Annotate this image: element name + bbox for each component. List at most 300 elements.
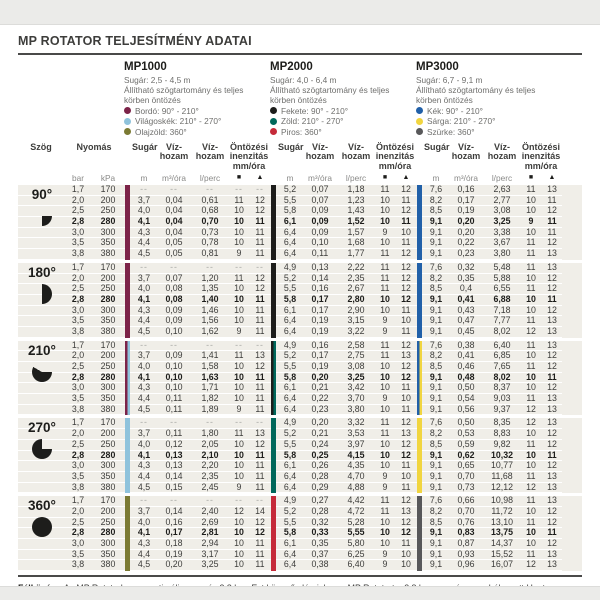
data-cell: 0,17 [311,304,329,315]
data-cell: 0,07 [311,194,329,205]
data-cell: 10 [380,403,390,414]
header-ontozesi-intenzitas: Öntözési inenzitás mm/óra [521,141,561,171]
pressure-kpa-value: 170 [100,417,116,428]
data-cell: 13,75 [490,527,513,538]
data-cell: 0,56 [457,403,475,414]
pressure-bar-value: 2,0 [71,272,85,283]
data-cell: 2,90 [347,304,365,315]
data-cell: 0,19 [311,315,329,326]
data-cell: 0,78 [201,237,219,248]
pressure-kpa-value: 380 [100,481,116,492]
angle-label: 270° [28,420,56,436]
data-cell: 3,38 [493,226,511,237]
data-cell: 12 [526,559,536,570]
data-cell: 6,1 [283,460,297,471]
data-cell: 1,52 [347,216,365,227]
data-cell: 9,1 [429,527,443,538]
pressure-bar-value: 3,5 [71,237,85,248]
data-cell: 0,05 [165,237,183,248]
data-cell: 0,16 [457,184,475,194]
data-cell: 0,14 [165,505,183,516]
data-cell: 0,73 [201,226,219,237]
pressure-bar-value: 2,0 [71,428,85,439]
square-marker-icon: ■ [236,174,242,181]
data-cell: 9,1 [429,403,443,414]
data-cell: 4,5 [137,481,151,492]
data-cell: 10 [380,304,390,315]
data-cell: 5,2 [283,428,297,439]
legend-item [124,116,264,126]
data-cell: 0,4 [459,283,473,294]
pressure-bar-value: 3,5 [71,315,85,326]
data-cell: 0,11 [165,393,183,404]
data-cell: -- [140,261,148,272]
data-cell: 10 [401,559,411,570]
pressure-kpa-value: 300 [100,304,116,315]
angle-group-90 [18,185,582,260]
pressure-kpa-value: 300 [100,226,116,237]
data-cell: 8,83 [493,428,511,439]
data-cell: 8,35 [493,417,511,428]
data-cell: 12 [401,438,411,449]
data-cell: 11 [255,393,265,404]
pressure-kpa-value: 280 [100,371,116,382]
data-cell: 0,25 [311,449,329,460]
data-cell: 12 [401,361,411,371]
data-cell: 6,25 [347,548,365,559]
pressure-kpa-value: 200 [100,505,116,516]
data-cell: 0,38 [457,339,475,350]
legend-item [124,106,264,116]
data-cell: 2,67 [347,283,365,294]
data-cell: 5,5 [283,283,297,294]
pressure-bar-value: 2,5 [71,516,85,527]
pressure-kpa-value: 200 [100,272,116,283]
data-cell: 12 [401,272,411,283]
table-row [18,560,562,571]
data-cell: -- [170,261,178,272]
data-cell: 11 [255,470,265,481]
data-cell: 12 [401,516,411,527]
data-cell: 9 [236,325,242,336]
header-vizhozam: Víz-hozam [451,141,481,161]
data-cell: 13 [547,403,557,414]
pressure-kpa-value: 350 [100,237,116,248]
data-cell: 11 [255,216,265,227]
data-cell: 6,85 [493,350,511,361]
data-cell: 10 [401,315,411,326]
angle-cell [20,499,64,537]
data-cell: 10 [526,304,536,315]
data-cell: -- [140,495,148,506]
data-cell: 7,6 [429,184,443,194]
data-cell: 2,75 [347,350,365,361]
legend-item [416,116,556,126]
data-cell: 11 [526,283,536,294]
data-cell: 9 [528,216,534,227]
data-cell: 4,88 [347,481,365,492]
data-cell: 0,23 [311,403,329,414]
data-cell: 10 [234,371,244,382]
data-cell: 1,57 [347,226,365,237]
pressure-kpa-value: 380 [100,325,116,336]
data-cell: 9 [382,548,388,559]
product-header-spacer [18,61,124,137]
data-cell: 9,1 [429,470,443,481]
gray-dot-icon [416,128,423,135]
data-cell: 4,1 [137,527,151,538]
square-marker-icon: ■ [528,174,534,181]
data-cell: 2,77 [493,194,511,205]
data-cell: 0,45 [457,325,475,336]
data-cell: 12 [547,460,557,471]
legend-label: Sárga: 210° - 270° [427,116,496,126]
data-cell: 0,47 [457,315,475,326]
data-cell: 11 [526,361,536,371]
data-cell: 11 [380,248,390,259]
data-cell: 0,54 [457,393,475,404]
product-radius: Sugár: 2,5 - 4,5 m [124,75,191,85]
data-cell: 5,2 [283,350,297,361]
data-cell: 11 [547,216,557,227]
data-cell: 14 [255,505,265,516]
pressure-bar-value: 3,0 [71,460,85,471]
pressure-kpa-value: 200 [100,428,116,439]
color-bar [125,185,130,260]
pressure-kpa-value: 280 [100,527,116,538]
data-cell: 10 [380,216,390,227]
data-cell: 0,62 [457,449,475,460]
angle-cell [20,421,64,459]
data-cell: 0,28 [311,505,329,516]
data-cell: -- [170,495,178,506]
data-cell: 5,5 [283,194,297,205]
data-cell: 12 [547,272,557,283]
header-ontozesi-intenzitas: Öntözési inenzitás mm/óra [375,141,415,171]
pressure-kpa-value: 300 [100,538,116,548]
data-cell: 0,10 [311,237,329,248]
data-cell: 12,12 [490,481,513,492]
data-cell: 0,20 [457,216,475,227]
data-cell: 11 [547,527,557,538]
triangle-marker-icon: ▲ [402,174,410,181]
column-header-row [18,143,562,172]
data-cell: 11 [234,272,244,283]
green-dot-icon [270,118,277,125]
page-title: MP ROTATOR TELJESÍTMÉNY ADATAI [18,34,252,48]
column-units-row [18,173,562,183]
data-cell: 11 [234,194,244,205]
data-cell: 3,17 [201,548,219,559]
color-bar [125,496,130,571]
data-cell: 10,32 [490,449,513,460]
pressure-kpa-value: 170 [100,261,116,272]
unit-l-perc: l/perc [199,173,221,183]
data-cell: 0,70 [457,505,475,516]
data-cell: 4,1 [137,371,151,382]
data-cell: 10 [526,538,536,548]
data-cell: 12 [526,403,536,414]
data-cell: 0,35 [311,538,329,548]
data-cell: 1,77 [347,248,365,259]
data-cell: 6,4 [283,559,297,570]
data-cell: 0,07 [311,184,329,194]
data-cell: 7,77 [493,315,511,326]
data-cell: 0,16 [311,339,329,350]
angle-sector-270-icon [32,439,52,459]
data-cell: 9,1 [429,449,443,460]
data-cell: 10 [234,382,244,393]
angle-group-180 [18,263,582,338]
data-cell: 10 [234,315,244,326]
data-cell: 10 [380,371,390,382]
data-cell: 3,7 [137,350,151,361]
data-cell: 11 [526,237,536,248]
product-description: Állítható szögtartomány és teljes körben öntözés [124,85,244,105]
data-cell: 10 [234,559,244,570]
data-cell: 1,58 [201,361,219,371]
data-cell: 6,40 [347,559,365,570]
data-cell: 3,32 [347,417,365,428]
data-cell: 7,6 [429,495,443,506]
data-cell: 13 [547,248,557,259]
data-cell: 15,52 [490,548,513,559]
data-cell: 11 [255,293,265,304]
table-row [18,295,562,306]
data-cell: 12 [401,261,411,272]
data-cell: 0,20 [311,371,329,382]
data-cell: 0,04 [165,226,183,237]
data-cell: 1,82 [201,393,219,404]
triangle-marker-icon: ▲ [256,174,264,181]
data-cell: 4,5 [137,559,151,570]
data-cell: 4,4 [137,470,151,481]
data-cell: 1,41 [201,350,219,361]
data-cell: 13 [547,393,557,404]
data-cell: 3,42 [347,382,365,393]
data-cell: 9,1 [429,304,443,315]
data-cell: 8,5 [429,438,443,449]
pressure-bar-value: 2,5 [71,205,85,216]
title-divider [18,53,582,55]
data-cell: 0,11 [165,403,183,414]
unit-m: m [432,173,440,183]
product-name: MP2000 [270,61,313,73]
data-cell: 5,5 [283,438,297,449]
data-cell: 9,1 [429,371,443,382]
data-cell: 4,3 [137,304,151,315]
data-cell: 10 [234,393,244,404]
data-cell: 11 [401,325,411,336]
color-bar [125,263,130,338]
data-cell: 4,35 [347,460,365,471]
data-cell: 11,72 [491,505,513,516]
data-cell: 10 [526,527,536,538]
color-bar [417,341,422,416]
data-cell: 16,07 [490,559,513,570]
data-cell: 10 [526,272,536,283]
product-header-mp2000 [270,61,416,137]
data-cell: 13,10 [490,516,513,527]
data-cell: 9,1 [429,325,443,336]
legend-label: Fekete: 90° - 210° [281,105,349,116]
unit-l-perc: l/perc [491,173,513,183]
pressure-kpa-value: 350 [100,548,116,559]
pressure-bar-value: 2,8 [71,216,85,227]
data-cell: 8,5 [429,361,443,371]
data-cell: 11 [255,382,265,393]
data-cell: -- [140,417,148,428]
pressure-bar-value: 2,0 [71,505,85,516]
data-cell: 10 [401,548,411,559]
data-cell: 12 [401,371,411,382]
legend-label: Bordó: 90° - 210° [135,105,199,116]
data-cell: 8,2 [429,194,443,205]
data-cell: 11 [255,538,265,548]
data-cell: 12 [255,283,265,294]
data-cell: 0,12 [165,438,183,449]
unit-m: m [140,173,148,183]
product-name: MP3000 [416,61,459,73]
data-cell: 3,7 [137,505,151,516]
data-cell: 10 [380,516,390,527]
data-cell: 4,5 [137,403,151,414]
data-cell: 10 [234,527,244,538]
data-cell: 10,77 [490,460,513,471]
data-cell: 3,25 [493,216,511,227]
pressure-bar-value: 2,0 [71,194,85,205]
data-cell: 6,4 [283,315,297,326]
data-cell: 8,5 [429,283,443,294]
color-bar [417,263,422,338]
data-cell: 11 [526,548,536,559]
data-cell: 4,9 [283,261,297,272]
data-cell: 10 [234,304,244,315]
data-cell: 1,63 [201,371,219,382]
data-cell: 2,35 [347,272,365,283]
data-cell: 0,15 [165,481,183,492]
product-radius: Sugár: 6,7 - 9,1 m [416,75,483,85]
data-cell: 10 [380,438,390,449]
data-cell: 7,18 [493,304,511,315]
pressure-kpa-value: 250 [100,361,116,371]
pressure-kpa-value: 380 [100,248,116,259]
data-cell: 12 [526,417,536,428]
data-cell: 0,50 [457,382,475,393]
pressure-bar-value: 3,8 [71,403,85,414]
data-cell: 11 [255,371,265,382]
data-cell: 9,1 [429,460,443,471]
unit-l-perc: l/perc [345,173,367,183]
data-cell: 9 [382,315,388,326]
data-cell: 9,1 [429,216,443,227]
data-cell: 10 [234,460,244,471]
color-bar [271,496,276,571]
data-cell: 10 [234,237,244,248]
data-cell: 13 [547,325,557,336]
data-cell: 12 [401,527,411,538]
data-cell: 9,1 [429,315,443,326]
data-cell: 10 [526,194,536,205]
data-cell: 9 [236,248,242,259]
data-cell: 13 [401,428,411,439]
data-cell: 9,1 [429,538,443,548]
pressure-bar-value: 3,5 [71,393,85,404]
data-cell: 0,29 [311,481,329,492]
data-cell: 0,13 [311,261,329,272]
table-body [18,185,582,571]
data-cell: 0,16 [311,283,329,294]
blue-dot-icon [416,107,423,114]
angle-sector-90-icon [32,206,52,226]
data-cell: 12 [401,339,411,350]
data-cell: 8,2 [429,505,443,516]
data-cell: 4,72 [347,505,365,516]
data-cell: 12 [234,505,244,516]
angle-group-270 [18,418,582,493]
product-header-mp1000 [124,61,270,137]
data-cell: -- [170,184,178,194]
data-cell: 3,80 [493,248,511,259]
data-cell: 2,81 [201,527,219,538]
data-cell: 11 [380,184,390,194]
color-bar [417,496,422,571]
data-cell: 10 [526,428,536,439]
pressure-bar-value: 3,0 [71,226,85,237]
pressure-bar-value: 1,7 [71,339,85,350]
pressure-kpa-value: 350 [100,315,116,326]
header-szog: Szög [30,141,52,152]
data-cell: -- [206,184,214,194]
data-cell: 10 [526,460,536,471]
data-cell: -- [170,339,178,350]
data-cell: 4,3 [137,382,151,393]
data-cell: 5,80 [347,538,365,548]
pressure-bar-value: 3,8 [71,559,85,570]
lightblue-dot-icon [124,118,131,125]
data-cell: 9 [382,470,388,481]
data-cell: 0,07 [165,272,183,283]
data-cell: 13 [401,350,411,361]
unit-m3-ora: m³/óra [308,173,332,183]
header-vizhozam: Víz-hozam [159,141,189,161]
data-cell: 6,55 [493,283,511,294]
legend-label: Kék: 90° - 210° [427,105,483,116]
data-cell: -- [256,184,264,194]
data-cell: 10 [234,449,244,460]
header-sugar: Sugár [132,141,158,152]
data-cell: 0,19 [165,548,183,559]
data-cell: 12 [255,205,265,216]
data-cell: 10 [526,449,536,460]
data-cell: 4,15 [347,449,365,460]
data-cell: 11,68 [491,470,513,481]
pressure-bar-value: 3,5 [71,548,85,559]
data-cell: 0,46 [457,361,475,371]
data-cell: 9 [382,325,388,336]
data-cell: 0,09 [165,304,183,315]
data-cell: 5,8 [283,371,297,382]
data-cell: -- [235,184,243,194]
data-cell: 0,68 [201,205,219,216]
data-cell: 12 [401,248,411,259]
data-cell: -- [140,184,148,194]
data-cell: 0,76 [457,516,475,527]
data-cell: 0,22 [311,393,329,404]
data-cell: 4,9 [283,417,297,428]
data-cell: 2,40 [201,505,219,516]
pressure-kpa-value: 200 [100,194,116,205]
